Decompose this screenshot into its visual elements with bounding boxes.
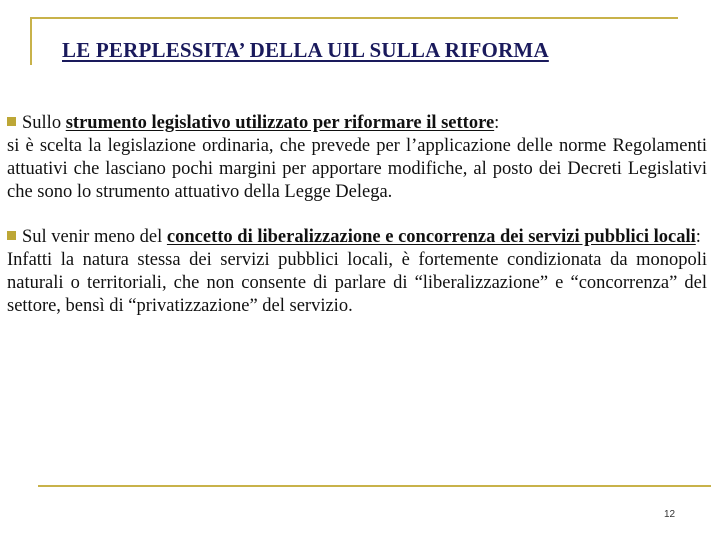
- bottom-rule: [38, 485, 711, 487]
- page-number: 12: [664, 509, 676, 520]
- slide-content: [7, 112, 707, 318]
- point-2-body: Infatti la natura stessa dei servizi pubblici locali, è fortemente condizionata da monopoli naturali o territoriali, che non consente di parlare di “liberalizzazione” e “concorrenza” del settore, bensì di “privatizzazione” del servizio.: [7, 250, 707, 316]
- point-1-colon: :: [494, 113, 500, 133]
- point-2-lead-text: Sul venir meno del: [22, 227, 167, 247]
- square-bullet-icon: [7, 231, 16, 240]
- point-1-lead-text: Sullo: [22, 113, 66, 133]
- point-1-body: si è scelta la legislazione ordinaria, che prevede per l’applicazione delle norme Regolamenti attuativi che lasciano pochi margini per apportare modifiche, al posto dei Decreti Legislativi che sono lo strumento attuativo della Legge Delega.: [7, 136, 707, 202]
- point-2-lead: [7, 226, 707, 249]
- frame-left-line: [30, 17, 32, 65]
- point-1-highlight: strumento legislativo utilizzato per riformare il settore: [65, 113, 495, 133]
- square-bullet-icon: [7, 117, 16, 126]
- point-2-highlight: concetto di liberalizzazione e concorrenza dei servizi pubblici locali: [166, 227, 696, 247]
- point-1-lead: [7, 112, 707, 135]
- point-2: [7, 226, 707, 318]
- point-1: [7, 112, 707, 204]
- frame-top-line: [30, 17, 678, 19]
- point-2-colon: :: [695, 227, 701, 247]
- slide-title: LE PERPLESSITA’ DELLA UIL SULLA RIFORMA: [62, 38, 549, 62]
